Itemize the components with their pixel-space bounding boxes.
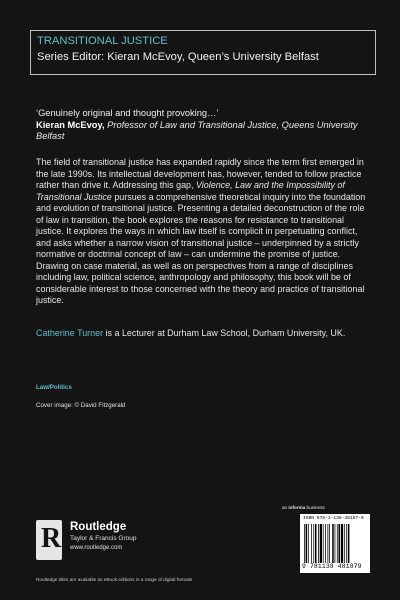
series-editor: Series Editor: Kieran McEvoy, Queen’s University Belfast: [37, 51, 319, 63]
cover-credit: Cover image: © David Fitzgerald: [36, 402, 126, 409]
publisher-group: Taylor & Francis Group: [70, 535, 137, 542]
endorsement-affiliation: Professor of Law and Transitional Justice, Queens University Belfast: [36, 119, 358, 141]
series-title: TRANSITIONAL JUSTICE: [37, 35, 168, 47]
description-part-1: The field of transitional justice has expanded rapidly since the term first emerged in the late 1990s. Its intellectual development has, however, tended to follow practice rather than drive it. Addressing this gap,: [36, 157, 364, 190]
informa-business-tag: [282, 505, 325, 510]
series-header: [30, 30, 376, 75]
endorsement-quote: ‘Genuinely original and thought provoking…’: [36, 108, 219, 118]
isbn-barcode: [300, 514, 370, 573]
endorsement-attribution: [36, 120, 366, 143]
informa-brand: informa: [288, 505, 306, 510]
book-description: [36, 157, 370, 307]
endorsement-author: Kieran McEvoy,: [36, 119, 105, 130]
description-book-title: Violence, Law and the Impossibility of Transitional Justice: [36, 180, 345, 202]
informa-prefix: an: [282, 505, 288, 510]
publisher-website: www.routledge.com: [70, 545, 123, 551]
author-bio-text: is a Lecturer at Durham Law School, Durham University, UK.: [105, 328, 346, 338]
barcode-digits: 9 781138 481879: [302, 563, 362, 570]
description-part-2: pursues a comprehensive theoretical inquiry into the foundation and evolution of transitional justice. Presenting a detailed deconstruction of the role of law in transition, the book explores the reasons for resistance to transitional justice. It explores the ways in which law itself is complicit in perpetuating conflict, and asks whether a narrow vision of transitional justice – underpinned by a strictly normative or doctrinal concept of law – can undermine the promise of justice. Drawing on case material, as well as on perspectives from a range of disciplines including law, political science, anthropology and philosophy, this book will be of considerable interest to those concerned with the theory and practice of transitional justice.: [36, 191, 366, 305]
author-name: Catherine Turner: [36, 328, 104, 338]
subject-category: Law/Politics: [36, 384, 72, 391]
endorsement: [36, 108, 366, 143]
routledge-logo-icon: [36, 520, 62, 560]
logo-letter: R: [41, 523, 62, 554]
publisher-logo: [36, 520, 186, 566]
publisher-name: Routledge: [70, 521, 127, 533]
barcode-bars-icon: [304, 524, 366, 563]
ebook-note: Routledge titles are available as eBook editions in a range of digital formats: [36, 577, 193, 582]
informa-suffix: business: [306, 505, 325, 510]
isbn-label: ISBN 978-1-138-48187-9: [303, 516, 364, 521]
author-bio: [36, 328, 366, 340]
